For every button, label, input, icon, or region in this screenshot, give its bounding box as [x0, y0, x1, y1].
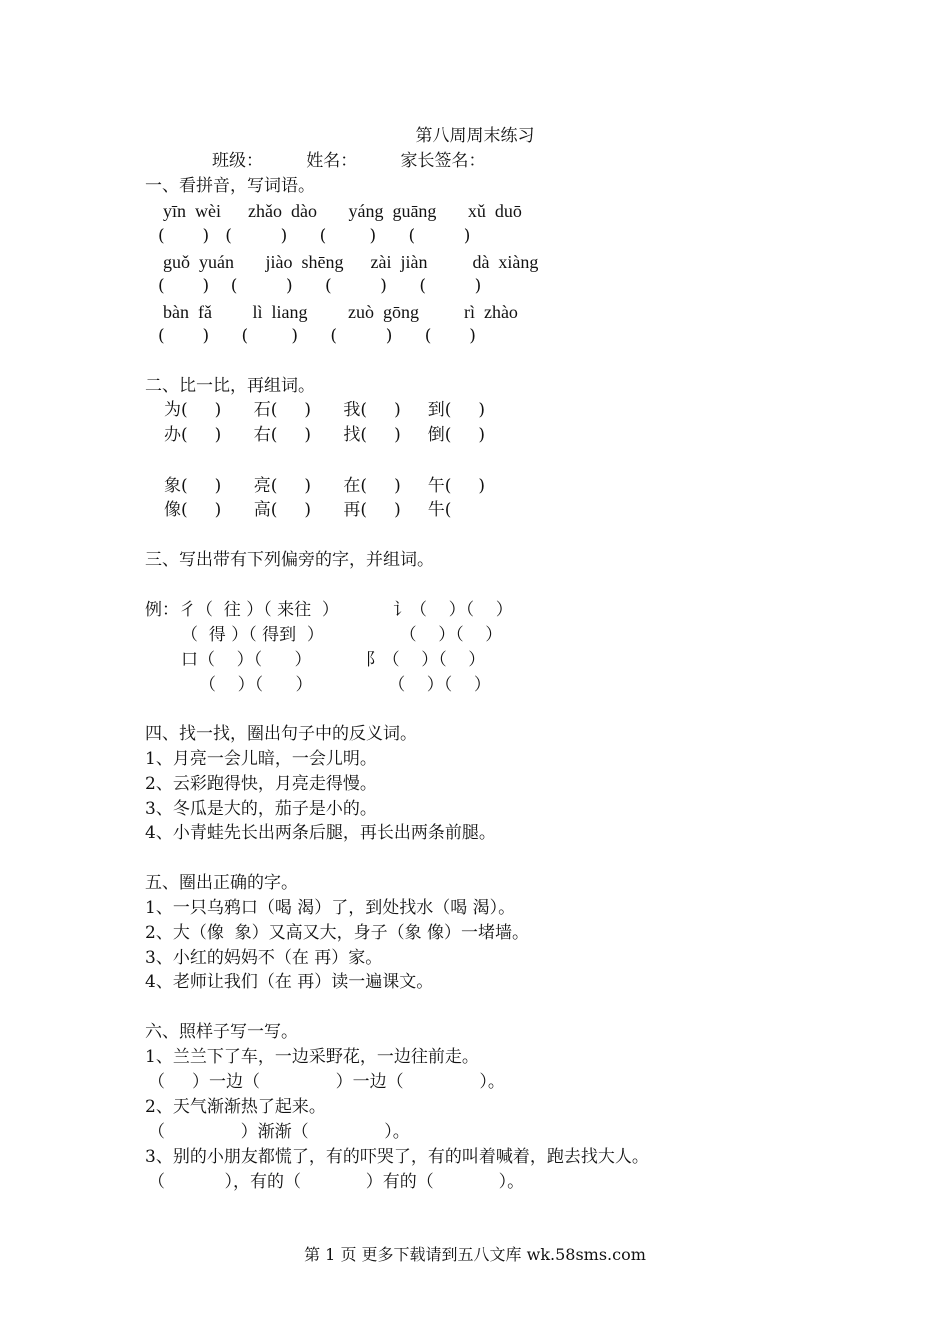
circle-sentence-2: 2、大（像 象）又高又大，身子（象 像）一堵墙。 — [145, 923, 530, 943]
radical-row-2: （ 得 ）（ 得到 ） （ ）（ ） — [181, 625, 503, 645]
radical-row-3: 口（ ）（ ） 阝（ ）（ ） — [181, 650, 486, 670]
circle-sentence-4: 4、老师让我们（在 再）读一遍课文。 — [145, 972, 434, 992]
antonym-sentence-1: 1、月亮一会儿暗，一会儿明。 — [145, 749, 377, 769]
blank-row-2: ( ) ( ) ( ) ( ) — [158, 276, 482, 296]
section4-heading: 四、找一找，圈出句子中的反义词。 — [145, 724, 417, 744]
section1-heading: 一、看拼音，写词语。 — [145, 176, 315, 196]
antonym-sentence-4: 4、小青蛙先长出两条后腿，再长出两条前腿。 — [145, 823, 496, 843]
pinyin-row-1: yīn wèi zhǎo dào yáng guāng xǔ duō — [163, 201, 522, 221]
fill-line-2: （ ）渐渐（ ）。 — [148, 1122, 410, 1142]
info-line: 班级： 姓名： 家长签名： — [212, 151, 486, 171]
section5-heading: 五、圈出正确的字。 — [145, 873, 298, 893]
page-footer: 第 1 页 更多下载请到五八文库 wk.58sms.com — [304, 1245, 646, 1264]
circle-sentence-1: 1、一只乌鸦口（喝 渴）了，到处找水（喝 渴）。 — [145, 898, 516, 918]
pinyin-row-3: bàn fǎ lì liang zuò gōng rì zhào — [163, 302, 518, 322]
radical-row-4: （ ）（ ） （ ）（ ） — [199, 675, 491, 695]
fill-line-1: （ ）一边（ ）一边（ ）。 — [148, 1072, 505, 1092]
antonym-sentence-3: 3、冬瓜是大的，茄子是小的。 — [145, 799, 377, 819]
radical-row-1: 例：彳（ 往 ）（ 来往 ） 讠（ ）（ ） — [145, 600, 513, 620]
section2-heading: 二、比一比，再组词。 — [145, 376, 315, 396]
page-title: 第八周周末练习 — [415, 126, 535, 146]
section3-heading: 三、写出带有下列偏旁的字，并组词。 — [145, 550, 434, 570]
pinyin-row-2: guǒ yuán jiào shēng zài jiàn dà xiàng — [163, 252, 539, 272]
antonym-sentence-2: 2、云彩跑得快，月亮走得慢。 — [145, 774, 377, 794]
blank-row-3: ( ) ( ) ( ) ( ) — [158, 326, 476, 346]
example-sentence-3: 3、别的小朋友都慌了，有的吓哭了，有的叫着喊着，跑去找大人。 — [145, 1147, 649, 1167]
compare-row-1: 为( ) 石( ) 我( ) 到( ) — [164, 400, 485, 420]
example-sentence-2: 2、天气渐渐热了起来。 — [145, 1097, 326, 1117]
compare-row-2: 办( ) 右( ) 找( ) 倒( ) — [164, 425, 485, 445]
section6-heading: 六、照样子写一写。 — [145, 1022, 298, 1042]
circle-sentence-3: 3、小红的妈妈不（在 再）家。 — [145, 948, 383, 968]
fill-line-3: （ ），有的（ ）有的（ ）。 — [148, 1172, 525, 1192]
compare-row-4: 像( ) 高( ) 再( ) 牛( — [164, 500, 452, 520]
blank-row-1: ( ) ( ) ( ) ( ) — [158, 226, 471, 246]
example-sentence-1: 1、兰兰下了车，一边采野花，一边往前走。 — [145, 1047, 479, 1067]
compare-row-3: 象( ) 亮( ) 在( ) 午( ) — [164, 476, 485, 496]
